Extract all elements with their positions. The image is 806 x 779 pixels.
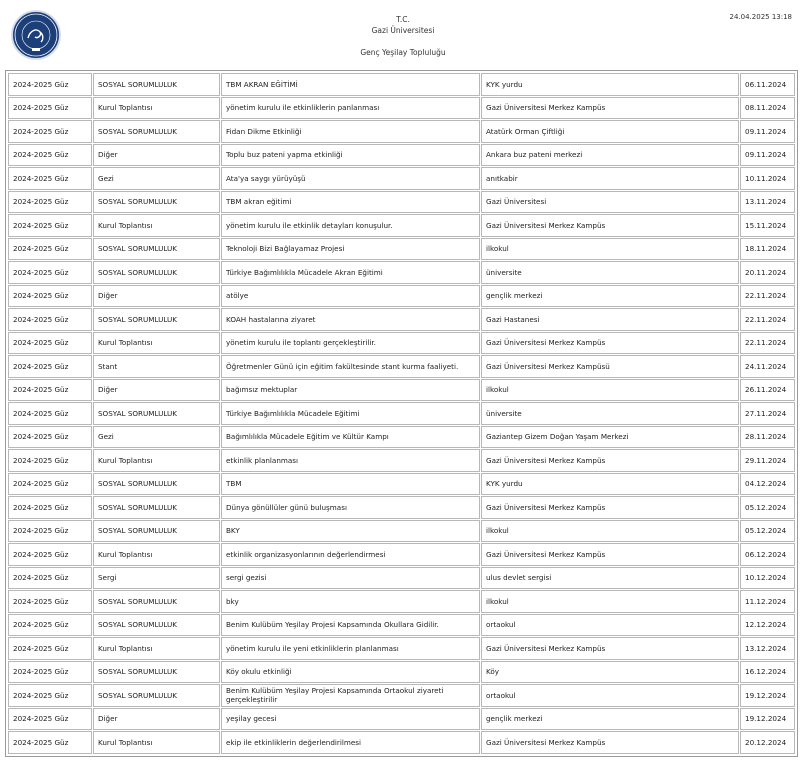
term-cell: 2024-2025 Güz [8,426,92,449]
activity-cell: atölye [221,285,480,308]
table-row [8,379,795,402]
table-row [8,191,795,214]
table-row [8,144,795,167]
location-cell: ortaokul [481,684,739,707]
category-cell: Kurul Toplantısı [93,97,220,120]
date-cell: 13.11.2024 [740,191,795,214]
location-cell: Gazi Üniversitesi Merkez Kampüs [481,731,739,754]
term-cell: 2024-2025 Güz [8,261,92,284]
activity-cell: Teknoloji Bizi Bağlayamaz Projesi [221,238,480,261]
table-row [8,120,795,143]
table-row [8,543,795,566]
category-cell: Kurul Toplantısı [93,449,220,472]
activities-table [7,72,796,755]
activity-cell: Öğretmenler Günü için eğitim fakültesinde stant kurma faaliyeti. [221,355,480,378]
table-row [8,708,795,731]
activity-cell: Benim Kulübüm Yeşilay Projesi Kapsamında Okullara Gidilir. [221,614,480,637]
table-row [8,590,795,613]
term-cell: 2024-2025 Güz [8,332,92,355]
term-cell: 2024-2025 Güz [8,120,92,143]
table-row [8,285,795,308]
category-cell: Diğer [93,379,220,402]
date-cell: 18.11.2024 [740,238,795,261]
location-cell: üniversite [481,402,739,425]
table-row [8,684,795,707]
category-cell: SOSYAL SORUMLULUK [93,261,220,284]
activity-cell: Ata'ya saygı yürüyüşü [221,167,480,190]
activity-cell: yönetim kurulu ile etkinliklerin panlanması [221,97,480,120]
table-row [8,637,795,660]
category-cell: Kurul Toplantısı [93,543,220,566]
table-row [8,332,795,355]
activity-cell: yeşilay gecesi [221,708,480,731]
date-cell: 12.12.2024 [740,614,795,637]
category-cell: SOSYAL SORUMLULUK [93,402,220,425]
term-cell: 2024-2025 Güz [8,308,92,331]
activity-cell: Toplu buz pateni yapma etkinliği [221,144,480,167]
activity-cell: TBM akran eğitimi [221,191,480,214]
category-cell: SOSYAL SORUMLULUK [93,308,220,331]
activity-cell: Türkiye Bağımlılıkla Mücadele Akran Eğitimi [221,261,480,284]
print-timestamp: 24.04.2025 13:18 [729,13,792,21]
location-cell: üniversite [481,261,739,284]
activity-cell: bky [221,590,480,613]
activity-cell: Dünya gönüllüler günü buluşması [221,496,480,519]
category-cell: SOSYAL SORUMLULUK [93,520,220,543]
location-cell: Gazi Üniversitesi Merkez Kampüsü [481,355,739,378]
date-cell: 20.11.2024 [740,261,795,284]
table-row [8,473,795,496]
date-cell: 19.12.2024 [740,708,795,731]
table-row [8,520,795,543]
term-cell: 2024-2025 Güz [8,708,92,731]
category-cell: SOSYAL SORUMLULUK [93,661,220,684]
activity-cell: yönetim kurulu ile yeni etkinliklerin planlanması [221,637,480,660]
term-cell: 2024-2025 Güz [8,496,92,519]
activity-cell: Köy okulu etkinliği [221,661,480,684]
table-row [8,449,795,472]
location-cell: Gazi Üniversitesi Merkez Kampüs [481,449,739,472]
activity-cell: etkinlik planlanması [221,449,480,472]
date-cell: 15.11.2024 [740,214,795,237]
location-cell: gençlik merkezi [481,285,739,308]
location-cell: Ankara buz pateni merkezi [481,144,739,167]
location-cell: gençlik merkezi [481,708,739,731]
term-cell: 2024-2025 Güz [8,402,92,425]
category-cell: Gezi [93,426,220,449]
country-line: T.C. [396,15,410,24]
date-cell: 27.11.2024 [740,402,795,425]
category-cell: SOSYAL SORUMLULUK [93,191,220,214]
location-cell: Gazi Üniversitesi Merkez Kampüs [481,332,739,355]
category-cell: Diğer [93,708,220,731]
category-cell: Stant [93,355,220,378]
activity-cell: KOAH hastalarına ziyaret [221,308,480,331]
activity-cell: TBM [221,473,480,496]
category-cell: SOSYAL SORUMLULUK [93,590,220,613]
table-row [8,661,795,684]
date-cell: 10.11.2024 [740,167,795,190]
category-cell: Diğer [93,285,220,308]
table-row [8,496,795,519]
term-cell: 2024-2025 Güz [8,167,92,190]
location-cell: anıtkabir [481,167,739,190]
activity-cell: Türkiye Bağımlılıkla Mücadele Eğitimi [221,402,480,425]
location-cell: Gazi Üniversitesi Merkez Kampüs [481,637,739,660]
date-cell: 11.12.2024 [740,590,795,613]
category-cell: SOSYAL SORUMLULUK [93,496,220,519]
date-cell: 13.12.2024 [740,637,795,660]
category-cell: SOSYAL SORUMLULUK [93,684,220,707]
date-cell: 22.11.2024 [740,285,795,308]
page-header [0,0,806,66]
term-cell: 2024-2025 Güz [8,449,92,472]
location-cell: Gazi Üniversitesi [481,191,739,214]
location-cell: Gazi Hastanesi [481,308,739,331]
table-row [8,402,795,425]
activity-cell: bağımsız mektuplar [221,379,480,402]
activity-cell: Bağımlılıkla Mücadele Eğitim ve Kültür Kampı [221,426,480,449]
date-cell: 22.11.2024 [740,308,795,331]
category-cell: SOSYAL SORUMLULUK [93,238,220,261]
table-row [8,214,795,237]
location-cell: Atatürk Orman Çiftliği [481,120,739,143]
date-cell: 10.12.2024 [740,567,795,590]
date-cell: 06.12.2024 [740,543,795,566]
table-row [8,261,795,284]
term-cell: 2024-2025 Güz [8,520,92,543]
term-cell: 2024-2025 Güz [8,238,92,261]
term-cell: 2024-2025 Güz [8,97,92,120]
date-cell: 09.11.2024 [740,120,795,143]
location-cell: Gaziantep Gizem Doğan Yaşam Merkezi [481,426,739,449]
activity-cell: yönetim kurulu ile toplantı gerçekleştirilir. [221,332,480,355]
date-cell: 04.12.2024 [740,473,795,496]
category-cell: SOSYAL SORUMLULUK [93,73,220,96]
category-cell: Kurul Toplantısı [93,731,220,754]
date-cell: 20.12.2024 [740,731,795,754]
category-cell: SOSYAL SORUMLULUK [93,473,220,496]
term-cell: 2024-2025 Güz [8,144,92,167]
location-cell: Gazi Üniversitesi Merkez Kampüs [481,97,739,120]
table-row [8,97,795,120]
table-row [8,567,795,590]
activity-cell: Benim Kulübüm Yeşilay Projesi Kapsamında Ortaokul ziyareti gerçekleştirilir [221,684,480,707]
term-cell: 2024-2025 Güz [8,661,92,684]
category-cell: Kurul Toplantısı [93,214,220,237]
category-cell: SOSYAL SORUMLULUK [93,120,220,143]
location-cell: ulus devlet sergisi [481,567,739,590]
location-cell: Gazi Üniversitesi Merkez Kampüs [481,214,739,237]
term-cell: 2024-2025 Güz [8,191,92,214]
activities-table-frame [5,70,798,757]
date-cell: 06.11.2024 [740,73,795,96]
table-row [8,355,795,378]
table-row [8,614,795,637]
location-cell: Gazi Üniversitesi Merkez Kampüs [481,543,739,566]
term-cell: 2024-2025 Güz [8,379,92,402]
location-cell: ortaokul [481,614,739,637]
date-cell: 16.12.2024 [740,661,795,684]
location-cell: Gazi Üniversitesi Merkez Kampüs [481,496,739,519]
document-title-block [0,14,806,58]
location-cell: ilkokul [481,520,739,543]
date-cell: 09.11.2024 [740,144,795,167]
category-cell: Kurul Toplantısı [93,332,220,355]
term-cell: 2024-2025 Güz [8,73,92,96]
activity-cell: BKY [221,520,480,543]
activity-cell: yönetim kurulu ile etkinlik detayları konuşulur. [221,214,480,237]
table-row [8,426,795,449]
term-cell: 2024-2025 Güz [8,614,92,637]
category-cell: Gezi [93,167,220,190]
location-cell: KYK yurdu [481,473,739,496]
term-cell: 2024-2025 Güz [8,355,92,378]
table-row [8,167,795,190]
activity-cell: etkinlik organizasyonlarının değerlendirmesi [221,543,480,566]
term-cell: 2024-2025 Güz [8,590,92,613]
term-cell: 2024-2025 Güz [8,285,92,308]
location-cell: Köy [481,661,739,684]
date-cell: 22.11.2024 [740,332,795,355]
category-cell: Sergi [93,567,220,590]
date-cell: 26.11.2024 [740,379,795,402]
date-cell: 28.11.2024 [740,426,795,449]
date-cell: 05.12.2024 [740,520,795,543]
location-cell: ilkokul [481,238,739,261]
category-cell: Kurul Toplantısı [93,637,220,660]
activity-cell: TBM AKRAN EĞİTİMİ [221,73,480,96]
term-cell: 2024-2025 Güz [8,567,92,590]
category-cell: Diğer [93,144,220,167]
activity-cell: sergi gezisi [221,567,480,590]
term-cell: 2024-2025 Güz [8,214,92,237]
term-cell: 2024-2025 Güz [8,684,92,707]
location-cell: ilkokul [481,590,739,613]
date-cell: 05.12.2024 [740,496,795,519]
activity-cell: ekip ile etkinliklerin değerlendirilmesi [221,731,480,754]
table-row [8,238,795,261]
location-cell: KYK yurdu [481,73,739,96]
date-cell: 29.11.2024 [740,449,795,472]
table-row [8,73,795,96]
term-cell: 2024-2025 Güz [8,731,92,754]
table-row [8,308,795,331]
club-name: Genç Yeşilay Topluluğu [360,48,446,57]
date-cell: 19.12.2024 [740,684,795,707]
university-name: Gazi Üniversitesi [371,26,435,35]
location-cell: ilkokul [481,379,739,402]
activity-cell: Fidan Dikme Etkinliği [221,120,480,143]
table-row [8,731,795,754]
date-cell: 08.11.2024 [740,97,795,120]
date-cell: 24.11.2024 [740,355,795,378]
term-cell: 2024-2025 Güz [8,637,92,660]
term-cell: 2024-2025 Güz [8,543,92,566]
term-cell: 2024-2025 Güz [8,473,92,496]
category-cell: SOSYAL SORUMLULUK [93,614,220,637]
